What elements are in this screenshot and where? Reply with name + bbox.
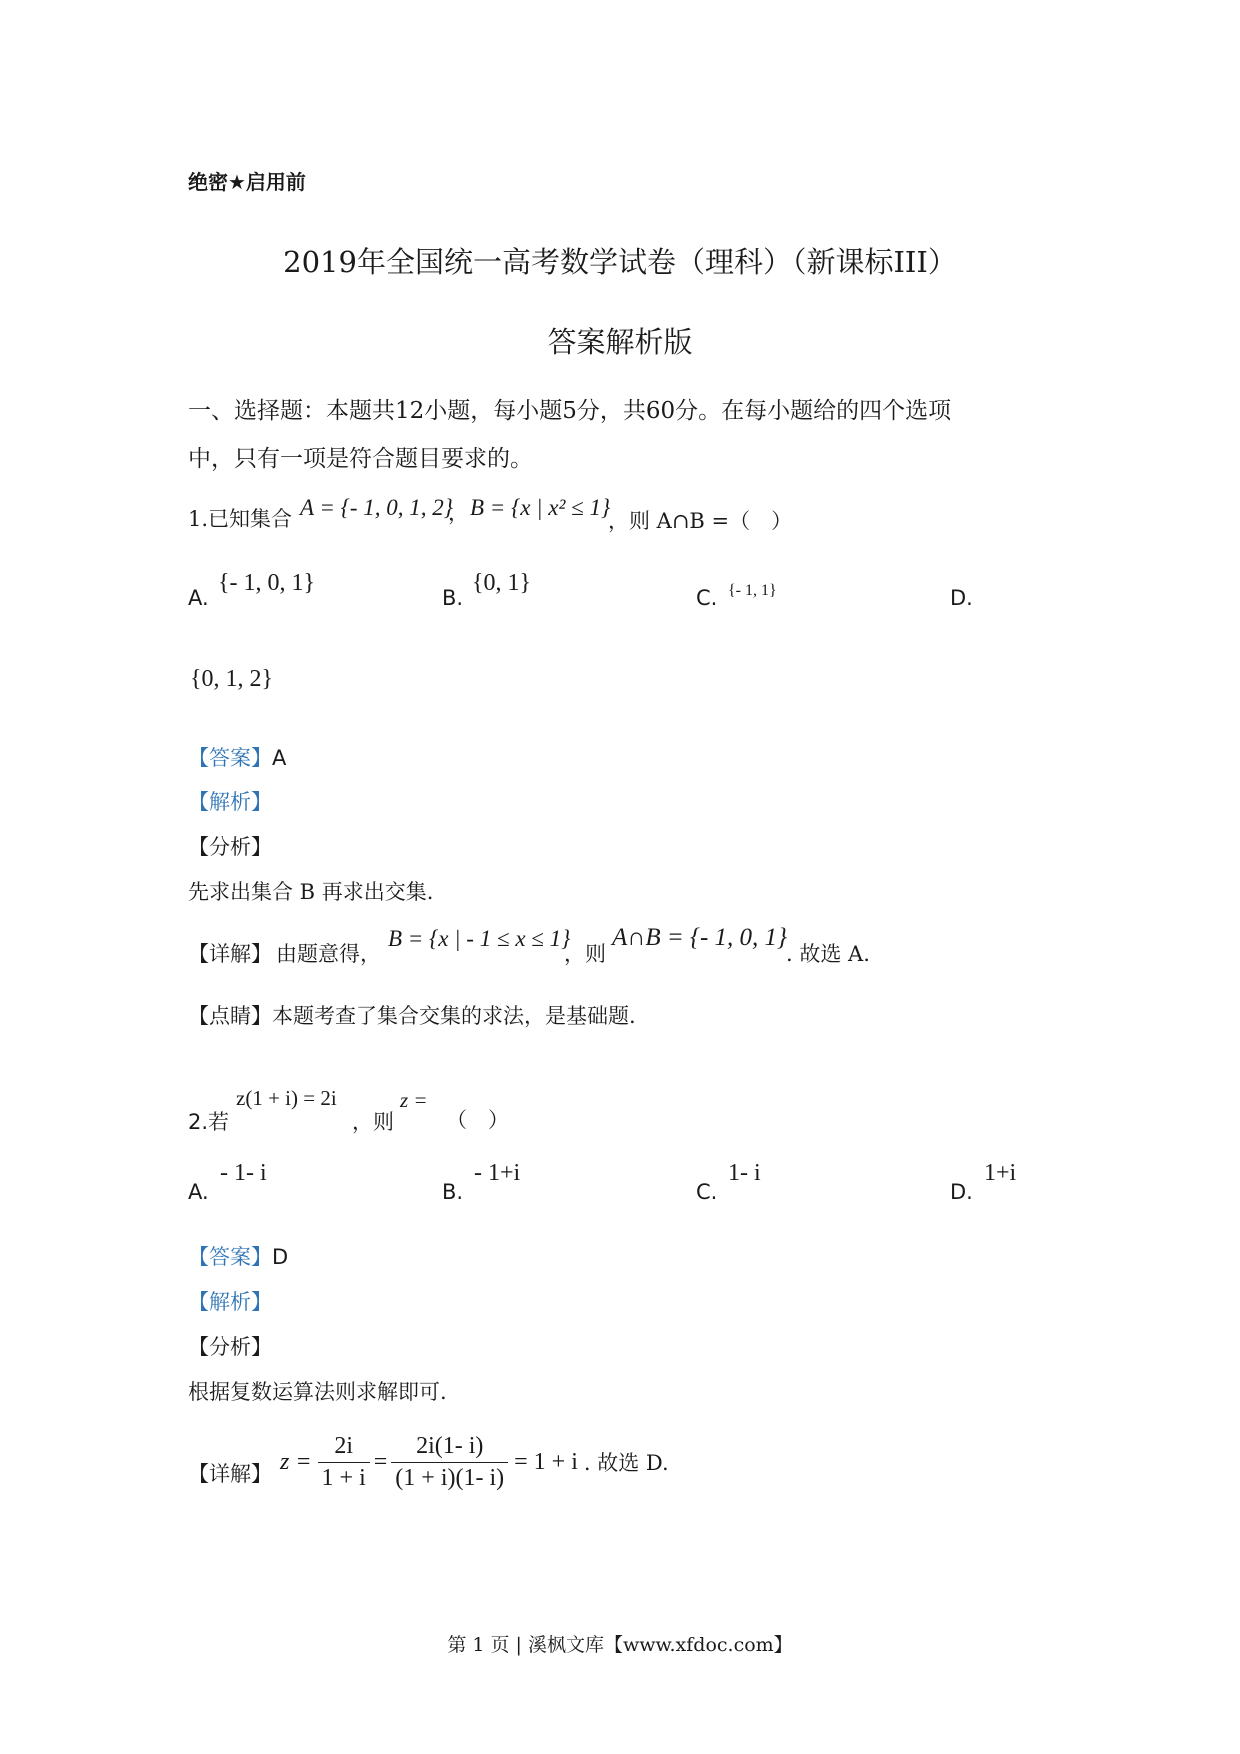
q1-answer-value: A — [272, 746, 287, 770]
q2-option-b-label: B. — [442, 1180, 464, 1204]
q1-option-c-value: {- 1, 1} — [728, 582, 777, 599]
q1-answer-tag: 【答案】 — [188, 746, 272, 770]
q2-fenxi-text: 根据复数运算法则求解即可. — [188, 1380, 447, 1404]
q2-option-a-value: - 1- i — [220, 1160, 267, 1186]
q2-answer-line — [188, 1241, 288, 1271]
secret-label: 绝密★启用前 — [188, 170, 306, 194]
q2-fraction-2-denominator: (1 + i)(1- i) — [395, 1464, 505, 1491]
q1-question-suffix: ，则 A∩B =（ ） — [608, 509, 793, 533]
q1-prefix: 1.已知集合 — [188, 507, 293, 531]
q1-detail-tag: 【详解】 — [188, 942, 272, 966]
q2-option-b-value: - 1+i — [474, 1160, 521, 1186]
q1-separator: ， — [448, 501, 469, 525]
q2-option-d-label: D. — [950, 1180, 973, 1204]
q1-note-tag: 【点睛】 — [188, 1004, 272, 1028]
q2-prefix: 2.若 — [188, 1110, 230, 1134]
q2-z: z = — [400, 1088, 428, 1112]
q2-detail-formula — [280, 1420, 669, 1504]
q2-answer-tag: 【答案】 — [188, 1245, 272, 1269]
q2-detail-z: z = — [280, 1448, 312, 1475]
q1-fenxi-tag: 【分析】 — [188, 835, 272, 859]
q2-fraction-2 — [391, 1433, 508, 1492]
q1-option-b-value: {0, 1} — [472, 570, 532, 596]
q1-option-c-label: C. — [696, 586, 718, 610]
q1-option-d-label: D. — [950, 586, 973, 610]
page-title: 2019年全国统一高考数学试卷（理科）（新课标III） — [283, 245, 957, 279]
q2-detail-tag: 【详解】 — [188, 1462, 272, 1486]
q1-note-text: 本题考查了集合交集的求法，是基础题. — [272, 1004, 636, 1028]
q2-detail-post: . 故选 D. — [583, 1451, 669, 1475]
q1-option-a-label: A. — [188, 586, 209, 610]
q1-detail-post: . 故选 A. — [786, 942, 870, 966]
q1-detail-set: B = {x | - 1 ≤ x ≤ 1} — [388, 926, 571, 951]
q1-detail-mid: ，则 — [564, 942, 606, 966]
page-subtitle: 答案解析版 — [547, 325, 693, 359]
q1-set-a: A = {- 1, 0, 1, 2} — [300, 495, 453, 520]
q1-answer-line — [188, 742, 286, 772]
q1-set-b: B = {x | x² ≤ 1} — [470, 495, 611, 520]
q1-option-d-value: {0, 1, 2} — [190, 666, 274, 692]
q2-fraction-1 — [318, 1433, 370, 1492]
q1-fenxi-text: 先求出集合 B 再求出交集. — [188, 880, 434, 904]
q1-detail-pre: 由题意得， — [276, 942, 381, 966]
q2-fraction-2-numerator: 2i(1- i) — [391, 1433, 508, 1463]
q1-detail-result: A∩B = {- 1, 0, 1} — [612, 924, 788, 951]
q2-mid: ，则 — [352, 1110, 394, 1134]
page-footer: 第 1 页 | 溪枫文库【www.xfdoc.com】 — [447, 1634, 793, 1656]
q2-fraction-1-numerator: 2i — [318, 1433, 370, 1463]
section-heading-line1: 一、选择题：本题共12小题，每小题5分，共60分。在每小题给的四个选项 — [188, 398, 952, 424]
q2-analysis-tag: 【解析】 — [188, 1290, 272, 1314]
q2-option-c-value: 1- i — [728, 1160, 761, 1186]
q2-equation: z(1 + i) = 2i — [236, 1086, 337, 1110]
q2-fenxi-tag: 【分析】 — [188, 1335, 272, 1359]
q2-fraction-1-denominator: 1 + i — [321, 1464, 366, 1491]
q2-detail-equals: = — [373, 1448, 388, 1475]
q1-analysis-tag: 【解析】 — [188, 790, 272, 814]
q1-option-a-value: {- 1, 0, 1} — [218, 570, 316, 596]
q2-option-c-label: C. — [696, 1180, 718, 1204]
q2-detail-result: = 1 + i — [514, 1448, 578, 1475]
q1-option-b-label: B. — [442, 586, 464, 610]
q2-answer-value: D — [272, 1245, 289, 1269]
q2-option-d-value: 1+i — [984, 1160, 1017, 1186]
q2-option-a-label: A. — [188, 1180, 209, 1204]
section-heading-line2: 中，只有一项是符合题目要求的。 — [188, 446, 533, 472]
q1-note-line — [188, 1000, 636, 1030]
q2-question-suffix: （ ） — [446, 1108, 509, 1132]
